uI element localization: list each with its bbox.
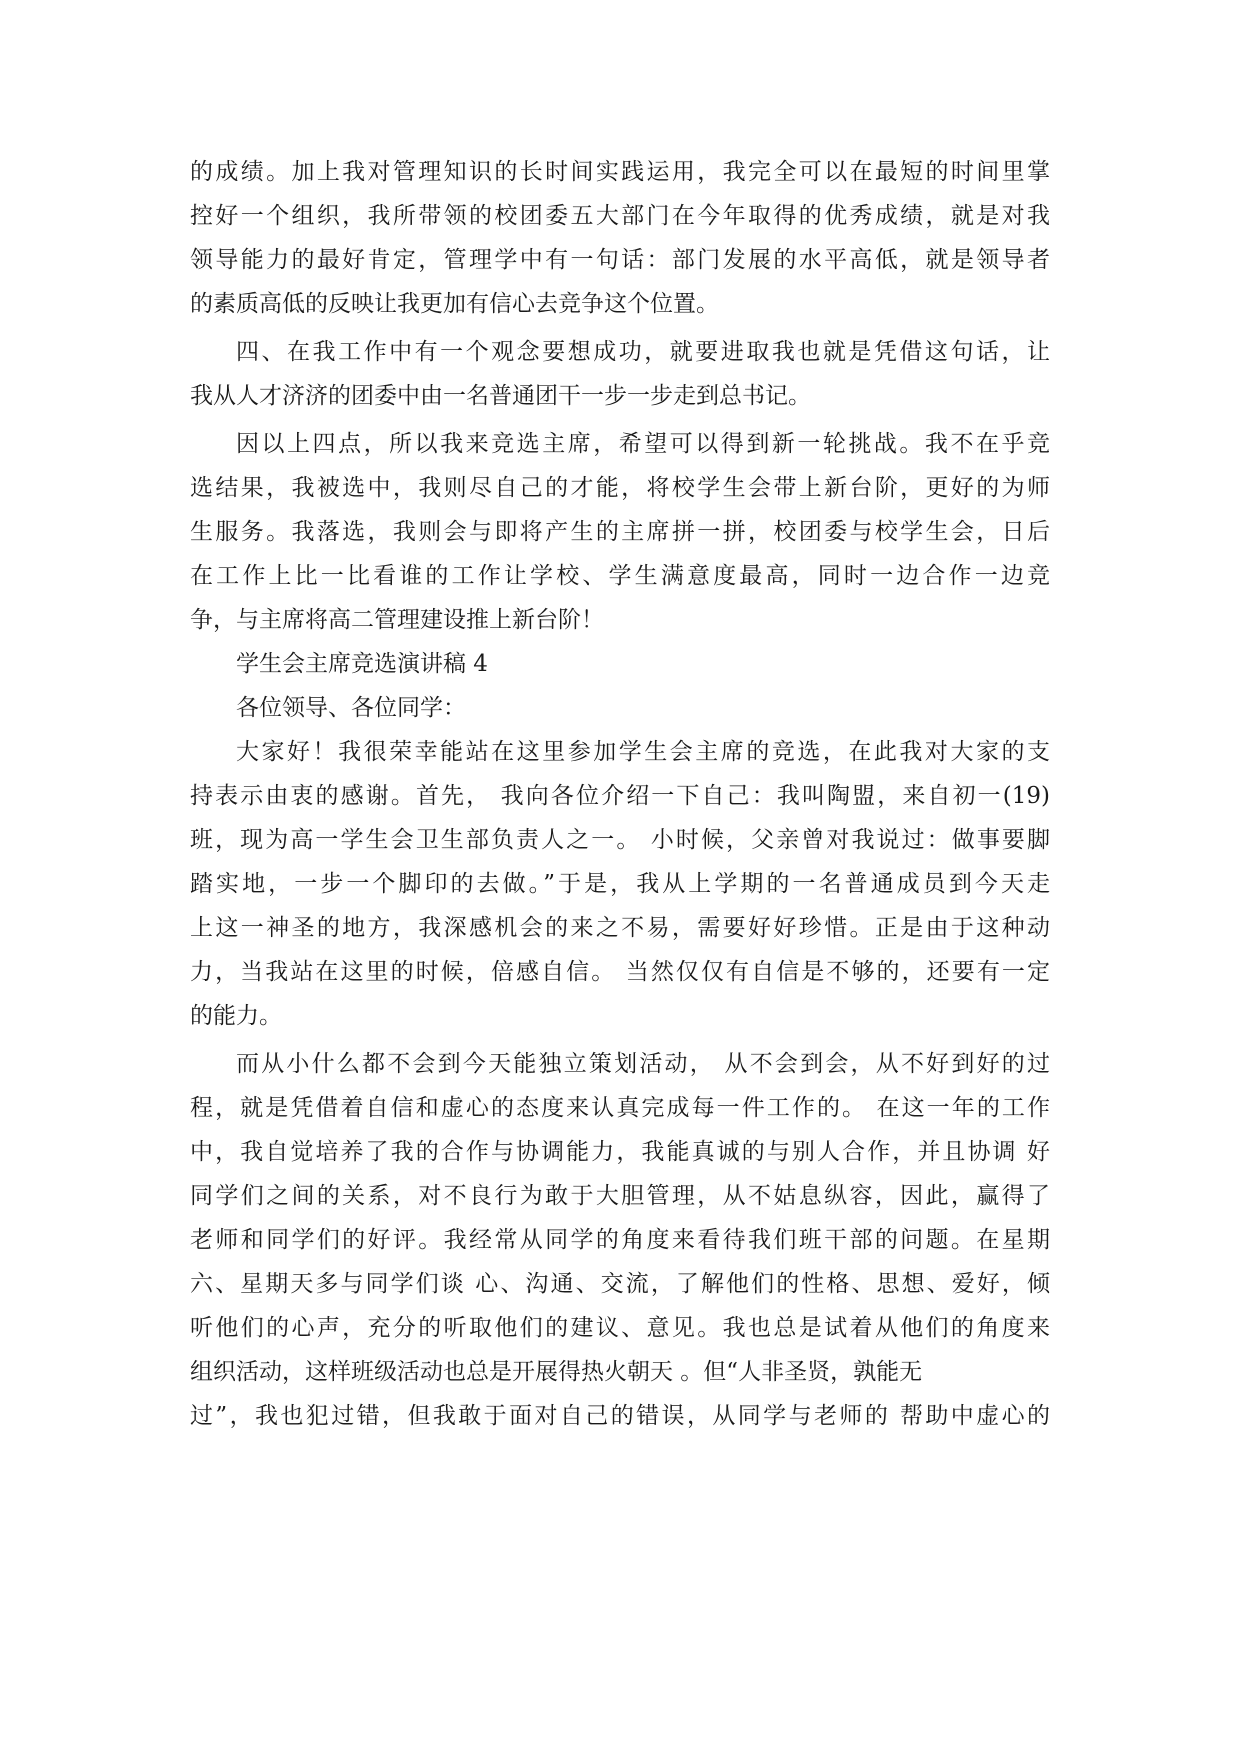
text-line: 上这一神圣的地方，我深感机会的来之不易，需要好好珍惜。正是由于这种动 — [190, 915, 1050, 941]
text-line: 我从人才济济的团委中由一名普通团干一步一步走到总书记。 — [190, 383, 811, 409]
text-line: 的能力。 — [190, 1003, 282, 1029]
text-line: 组织活动，这样班级活动也总是开展得热火朝天 。但“人非圣贤，孰能无 — [190, 1359, 923, 1385]
text-line: 班，现为高一学生会卫生部负责人之一。 小时候，父亲曾对我说过：做事要脚 — [190, 827, 1050, 853]
text-line: 在工作上比一比看谁的工作让学校、学生满意度最高，同时一边合作一边竞 — [190, 563, 1050, 589]
text-line: 领导能力的最好肯定，管理学中有一句话：部门发展的水平高低，就是领导者 — [190, 247, 1050, 273]
text-line: 的素质高低的反映让我更加有信心去竞争这个位置。 — [190, 291, 719, 317]
text-line: 力，当我站在这里的时候，倍感自信。 当然仅仅有自信是不够的，还要有一定 — [190, 959, 1050, 985]
text-line: 踏实地，一步一个脚印的去做。”于是，我从上学期的一名普通成员到今天走 — [190, 871, 1050, 897]
text-line: 而从小什么都不会到今天能独立策划活动， 从不会到会，从不好到好的过 — [236, 1051, 1050, 1077]
text-line: 的成绩。加上我对管理知识的长时间实践运用，我完全可以在最短的时间里掌 — [190, 159, 1050, 185]
text-line: 同学们之间的关系，对不良行为敢于大胆管理，从不姑息纵容，因此，赢得了 — [190, 1183, 1050, 1209]
document-body — [190, 150, 1050, 1438]
text-line: 中，我自觉培养了我的合作与协调能力，我能真诚的与别人合作，并且协调 好 — [190, 1139, 1050, 1165]
text-line: 控好一个组织，我所带领的校团委五大部门在今年取得的优秀成绩，就是对我 — [190, 203, 1050, 229]
text-line: 六、星期天多与同学们谈 心、沟通、交流，了解他们的性格、思想、爱好，倾 — [190, 1271, 1050, 1297]
text-line: 程，就是凭借着自信和虚心的态度来认真完成每一件工作的。 在这一年的工作 — [190, 1095, 1050, 1121]
salutation: 各位领导、各位同学： — [236, 695, 466, 721]
text-line: 老师和同学们的好评。我经常从同学的角度来看待我们班干部的问题。在星期 — [190, 1227, 1050, 1253]
text-line: 大家好！我很荣幸能站在这里参加学生会主席的竞选，在此我对大家的支 — [236, 739, 1050, 765]
text-line: 选结果，我被选中，我则尽自己的才能，将校学生会带上新台阶，更好的为师 — [190, 475, 1050, 501]
text-line: 听他们的心声，充分的听取他们的建议、意见。我也总是试着从他们的角度来 — [190, 1315, 1050, 1341]
text-line: 持表示由衷的感谢。首先， 我向各位介绍一下自己：我叫陶盟，来自初一(19) — [190, 783, 1050, 809]
text-line: 争，与主席将高二管理建设推上新台阶！ — [190, 607, 604, 633]
text-line: 过”，我也犯过错，但我敢于面对自己的错误，从同学与老师的 帮助中虚心的 — [190, 1403, 1050, 1429]
text-line: 生服务。我落选，我则会与即将产生的主席拼一拼，校团委与校学生会，日后 — [190, 519, 1050, 545]
text-line: 四、在我工作中有一个观念要想成功，就要进取我也就是凭借这句话，让 — [236, 339, 1050, 365]
text-line: 因以上四点，所以我来竞选主席，希望可以得到新一轮挑战。我不在乎竞 — [236, 431, 1050, 457]
section-heading: 学生会主席竞选演讲稿 4 — [236, 651, 488, 677]
